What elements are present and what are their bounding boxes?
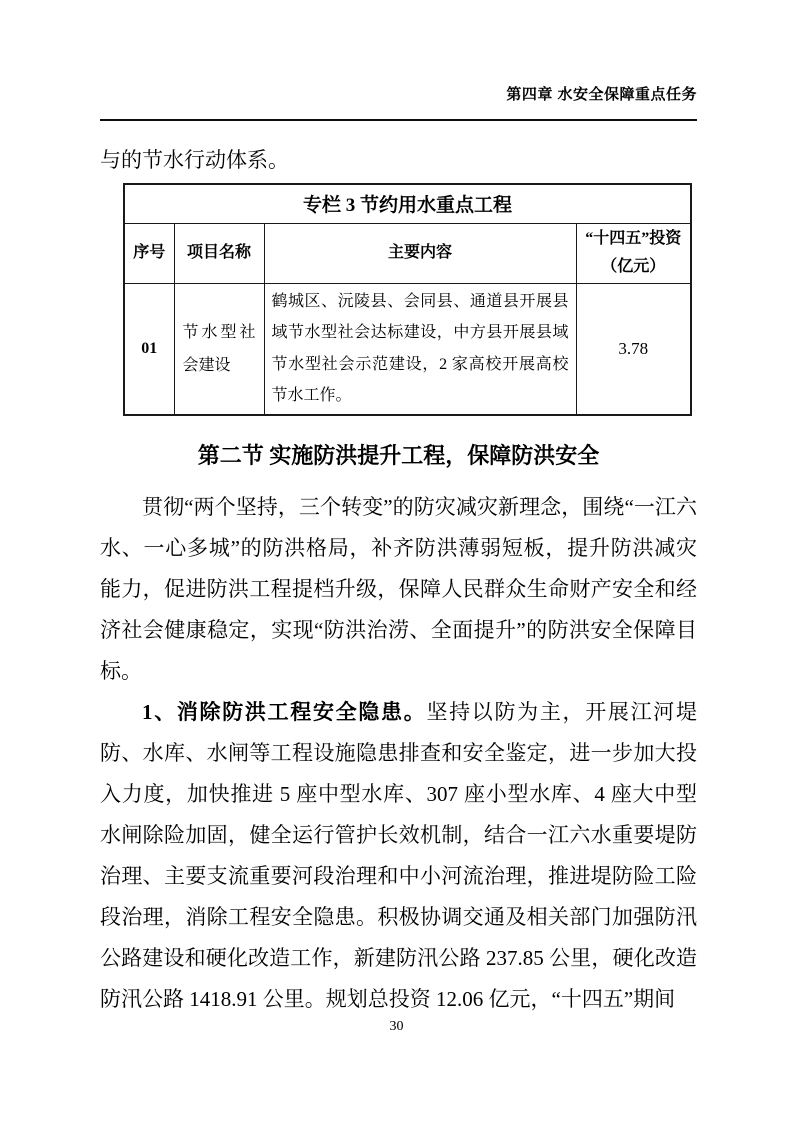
cell-project-name: 节水型社会建设	[174, 283, 264, 415]
cell-main-content: 鹤城区、沅陵县、会同县、通道县开展县域节水型社会达标建设，中方县开展县域节水型社会示范建设，2 家高校开展高校节水工作。	[264, 283, 576, 415]
paragraph-2-lead: 1、消除防洪工程安全隐患。	[142, 699, 427, 724]
paragraph-1: 贯彻“两个坚持，三个转变”的防灾减灾新理念，围绕“一江六水、一心多城”的防洪格局，补齐防洪薄弱短板，提升防洪减灾能力，促进防洪工程提档升级，保障人民群众生命财产安全和经济社会健康稳定，实现“防洪治涝、全面提升”的防洪安全保障目标。	[100, 494, 697, 683]
cell-no: 01	[124, 283, 174, 415]
header-rule	[100, 119, 697, 121]
water-saving-projects-table	[123, 183, 692, 416]
paragraph-2	[100, 692, 697, 1020]
table-row	[124, 283, 691, 415]
cell-investment: 3.78	[576, 283, 691, 415]
table-title-row	[124, 184, 691, 223]
col-header-no: 序号	[124, 223, 174, 283]
chapter-title: 第四章 水安全保障重点任务	[506, 86, 697, 103]
col-header-project-name: 项目名称	[174, 223, 264, 283]
section-heading: 第二节 实施防洪提升工程，保障防洪安全	[197, 442, 600, 468]
table-header-row	[124, 223, 691, 283]
continued-paragraph: 与的节水行动体系。	[100, 148, 289, 172]
paragraph-2-body: 坚持以防为主，开展江河堤防、水库、水闸等工程设施隐患排查和安全鉴定，进一步加大投入力度，加快推进 5 座中型水库、307 座小型水库、4 座大中型水闸除险加固，健全运行管护长效机制，结合一江六水重要堤防治理、主要支流重要河段治理和中小河流治理，推进堤防险工险段治理，消除工程安全隐患。积极协调交通及相关部门加强防汛公路建设和硬化改造工作，新建防汛公路 237.85 公里，硬化改造防汛公路 1418.91 公里。规划总投资 12.06 亿元，“十四五”期间	[100, 699, 697, 1011]
table-title: 专栏 3 节约用水重点工程	[124, 184, 691, 223]
running-header	[100, 86, 697, 104]
page-number: 30	[389, 1019, 404, 1034]
col-header-main-content: 主要内容	[264, 223, 576, 283]
col-header-investment: “十四五”投资（亿元）	[576, 223, 691, 283]
